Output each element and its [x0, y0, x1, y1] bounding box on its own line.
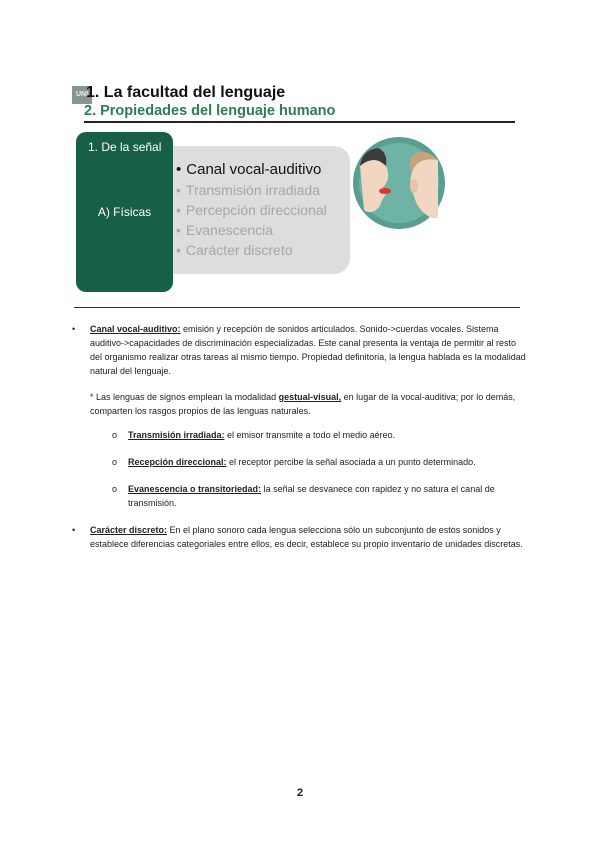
- page-number: 2: [296, 787, 304, 799]
- properties-diagram: [76, 132, 456, 294]
- sub-list-item: [112, 428, 527, 442]
- sub-bullet: o: [112, 484, 118, 494]
- sub-list-item: [112, 482, 527, 510]
- speaking-listening-faces-icon: [352, 136, 446, 230]
- footnote-text: en lugar de la vocal-auditiva; por lo demás, comparten los rasgos propios de las lenguas naturales.: [90, 392, 516, 416]
- property-item: • Carácter discreto: [176, 240, 327, 260]
- sub-text: el emisor transmite a todo el medio aéreo.: [224, 430, 396, 440]
- property-item: • Evanescencia: [176, 220, 327, 240]
- category-label: A) Físicas: [97, 205, 152, 219]
- bullet-marker: •: [72, 525, 76, 535]
- sub-term: Transmisión irradiada:: [128, 430, 225, 440]
- sub-bullet: o: [112, 457, 118, 467]
- bullet-marker: •: [72, 324, 76, 334]
- property-list: [176, 160, 327, 260]
- category-box: [76, 132, 173, 292]
- footnote-text: * Las lenguas de signos emplean la modalidad: [90, 392, 279, 402]
- sub-term: Recepción direccional:: [128, 457, 227, 467]
- sub-text: la señal se desvanece con rapidez y no satura el canal de transmisión.: [128, 484, 495, 508]
- section-divider: [74, 307, 520, 308]
- sub-list-item: [112, 455, 527, 469]
- note-term: Canal vocal-auditivo:: [90, 324, 181, 334]
- footnote-term: gestual-visual,: [278, 392, 342, 402]
- note-text: emisión y recepción de sonidos articulados. Sonido->cuerdas vocales. Sistema auditivo->capacidades de discriminación especializadas. Este canal presenta la ventaja de permitir al resto del organismo realizar otras tareas al mismo tiempo. Propiedad definitoria, la lengua hablada es la modalidad natural del lenguaje.: [90, 324, 526, 376]
- logo: UNI: [72, 86, 92, 104]
- property-item: • Percepción direccional: [176, 200, 327, 220]
- sub-text: el receptor percibe la señal asociada a un punto determinado.: [226, 457, 476, 467]
- slide-title: 1. La facultad del lenguaje: [86, 84, 286, 101]
- sub-term: Evanescencia o transitoriedad:: [128, 484, 262, 494]
- sub-list: [112, 428, 527, 510]
- notes-body: [72, 322, 527, 551]
- sub-bullet: o: [112, 430, 118, 440]
- footnote-paragraph: [90, 390, 527, 418]
- slide-subtitle: 2. Propiedades del lenguaje humano: [84, 103, 336, 119]
- header-divider: [84, 121, 515, 123]
- property-item: • Canal vocal-auditivo: [176, 160, 327, 180]
- note-text: En el plano sonoro cada lengua selecciona sólo un subconjunto de estos sonidos y establece diferencias categoriales entre ellos, es decir, establece su propio inventario de unidades discretas.: [90, 525, 523, 549]
- category-title: 1. De la señal: [88, 140, 162, 154]
- note-term: Carácter discreto:: [90, 525, 168, 535]
- note-item: [72, 523, 527, 551]
- note-item: [72, 322, 527, 378]
- property-item: • Transmisión irradiada: [176, 180, 327, 200]
